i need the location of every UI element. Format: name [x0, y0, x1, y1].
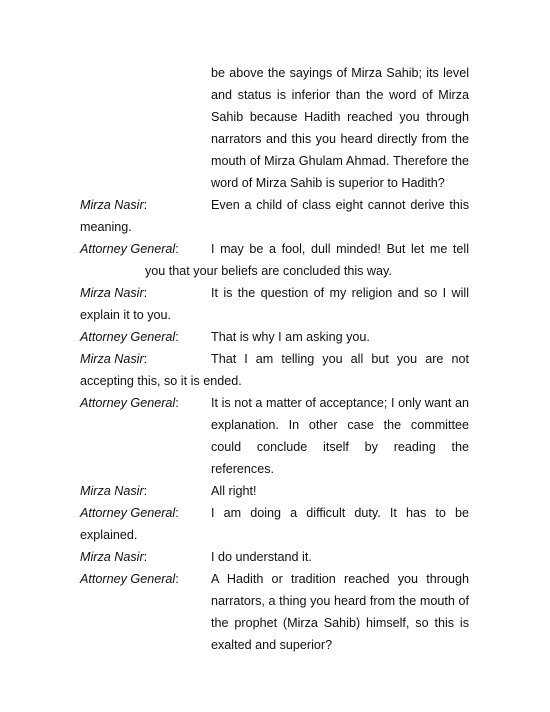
speaker-label — [80, 480, 147, 502]
speaker-label — [80, 392, 179, 414]
speaker-name: Mirza Nasir — [80, 352, 144, 366]
utterance-wrap-line: explained. — [80, 528, 138, 542]
speaker-label — [80, 568, 179, 590]
text-line: word of Mirza Sahib is superior to Hadith? — [211, 176, 445, 190]
speaker-colon: : — [143, 484, 148, 498]
speaker-label — [80, 194, 147, 216]
speaker-name: Mirza Nasir — [80, 198, 144, 212]
speaker-name: Attorney General — [80, 572, 176, 586]
speaker-colon: : — [175, 396, 179, 410]
speaker-colon: : — [143, 198, 148, 212]
utterance-line: All right! — [211, 484, 257, 498]
utterance-line: the prophet (Mirza Sahib) himself, so this is — [211, 616, 469, 630]
speaker-label — [80, 348, 147, 370]
utterance-line: That is why I am asking you. — [211, 330, 370, 344]
utterance-line: I do understand it. — [211, 550, 312, 564]
speaker-name: Attorney General — [80, 396, 176, 410]
text-line: and status is inferior than the word of Mirza — [211, 88, 469, 102]
speaker-colon: : — [143, 286, 148, 300]
text-line: Sahib because Hadith reached you through — [211, 110, 469, 124]
speaker-name: Attorney General — [80, 506, 176, 520]
speaker-colon: : — [175, 242, 179, 256]
text-line: narrators and this you heard directly from the — [211, 132, 469, 146]
speaker-colon: : — [175, 330, 179, 344]
utterance-line: I am doing a difficult duty. It has to be — [211, 506, 469, 520]
utterance-line: could conclude itself by reading the — [211, 440, 469, 454]
speaker-name: Mirza Nasir — [80, 550, 144, 564]
utterance-line: That I am telling you all but you are not — [211, 352, 469, 366]
utterance-wrap-line: meaning. — [80, 220, 132, 234]
speaker-name: Attorney General — [80, 330, 176, 344]
utterance-line: A Hadith or tradition reached you through — [211, 572, 469, 586]
speaker-name: Mirza Nasir — [80, 286, 144, 300]
speaker-colon: : — [175, 506, 179, 520]
utterance-line: exalted and superior? — [211, 638, 333, 652]
speaker-label — [80, 502, 179, 524]
utterance-line: I may be a fool, dull minded! But let me tell — [211, 242, 469, 256]
speaker-colon: : — [175, 572, 179, 586]
speaker-name: Attorney General — [80, 242, 176, 256]
speaker-colon: : — [143, 352, 148, 366]
speaker-label — [80, 326, 179, 348]
utterance-line: It is not a matter of acceptance; I only want an — [211, 396, 469, 410]
utterance-line: narrators, a thing you heard from the mouth of — [211, 594, 469, 608]
utterance-wrap-line: you that your beliefs are concluded this way. — [145, 264, 392, 278]
speaker-label — [80, 238, 179, 260]
utterance-wrap-line: accepting this, so it is ended. — [80, 374, 242, 388]
text-line: mouth of Mirza Ghulam Ahmad. Therefore the — [211, 154, 469, 168]
speaker-label — [80, 546, 147, 568]
speaker-name: Mirza Nasir — [80, 484, 144, 498]
utterance-wrap-line: explain it to you. — [80, 308, 172, 322]
speaker-colon: : — [143, 550, 148, 564]
speaker-label — [80, 282, 147, 304]
utterance-line: It is the question of my religion and so I will — [211, 286, 469, 300]
utterance-line: references. — [211, 462, 274, 476]
text-line: be above the sayings of Mirza Sahib; its level — [211, 66, 469, 80]
utterance-line: Even a child of class eight cannot derive this — [211, 198, 469, 212]
utterance-line: explanation. In other case the committee — [211, 418, 469, 432]
